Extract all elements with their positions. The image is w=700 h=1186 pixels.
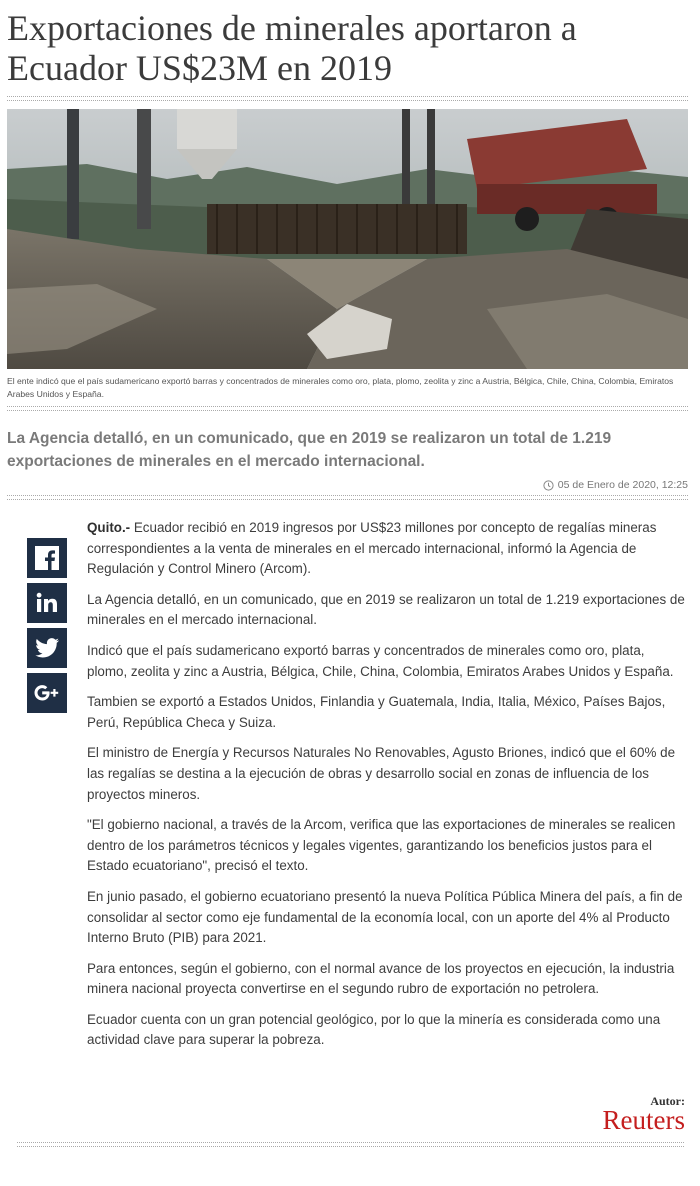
image-caption: El ente indicó que el país sudamericano exportó barras y concentrados de minerales como oro, plata, plomo, zeolita y zinc a Austria, Bélgica, Chile, China, Colombia, Emiratos Arabes Unidos y España. (7, 376, 674, 399)
article-paragraph (87, 518, 685, 580)
article-paragraph: El ministro de Energía y Recursos Naturales No Renovables, Agusto Briones, indicó que el 60% de las regalías se destina a la ejecución de obras y desarrollo social en zonas de influencia de los proyectos mineros. (87, 745, 676, 802)
linkedin-icon (35, 591, 59, 615)
article-body (87, 518, 685, 1061)
google-plus-share-button[interactable] (27, 673, 67, 713)
author-label: Autor: (650, 1094, 685, 1108)
footer-divider (17, 1142, 684, 1147)
facebook-share-button[interactable] (27, 538, 67, 578)
article-image (7, 109, 688, 369)
article-paragraph: Para entonces, según el gobierno, con el normal avance de los proyectos en ejecución, la industria minera nacional proyecta convertirse en el segundo rubro de exportación no petrolera. (87, 960, 675, 997)
publish-date-text: 05 de Enero de 2020, 12:25 (557, 479, 688, 491)
paragraph-text: Ecuador recibió en 2019 ingresos por US$23 millones por concepto de regalías mineras correspondientes a la venta de minerales en el mercado internacional, informó la Agencia de Regulación y Control Minero (Arcom). (87, 520, 657, 577)
title-divider (7, 96, 688, 101)
article-paragraph: Ecuador cuenta con un gran potencial geológico, por lo que la minería es considerada como una actividad clave para superar la pobreza. (87, 1011, 661, 1048)
lead-divider (7, 495, 688, 500)
google-plus-icon (34, 684, 60, 702)
article-lead: La Agencia detalló, en un comunicado, que en 2019 se realizaron un total de 1.219 exportaciones de minerales en el mercado internacional. (7, 430, 612, 470)
twitter-share-button[interactable] (27, 628, 67, 668)
article-paragraph: "El gobierno nacional, a través de la Arcom, verifica que las exportaciones de minerales se realicen dentro de los parámetros técnicos y legales vigentes, garantizando los beneficios justos para el Estado ecuatoriano", precisó el texto. (87, 817, 676, 874)
twitter-icon (35, 637, 59, 659)
article-paragraph: Tambien se exportó a Estados Unidos, Finlandia y Guatemala, India, Italia, México, Países Bajos, Perú, República Checa y Suiza. (87, 694, 666, 730)
dateline: Quito.- (87, 520, 131, 535)
share-bar (27, 538, 67, 718)
article-paragraph: Indicó que el país sudamericano exportó barras y concentrados de minerales como oro, plata, plomo, zeolita y zinc a Austria, Bélgica, Chile, China, Colombia, Emiratos Arabes Unidos y España. (87, 642, 674, 679)
publish-date (543, 479, 688, 491)
caption-divider (7, 406, 688, 411)
article-paragraph: La Agencia detalló, en un comunicado, que en 2019 se realizaron un total de 1.219 exportaciones de minerales en el mercado internacional. (87, 591, 685, 628)
clock-icon (543, 480, 554, 491)
article-title: Exportaciones de minerales aportaron a Ecuador US$23M en 2019 (7, 8, 577, 88)
author-name[interactable]: Reuters (602, 1105, 685, 1135)
article-paragraph: En junio pasado, el gobierno ecuatoriano presentó la nueva Política Pública Minera del país, a fin de consolidar al sector como eje fundamental de la economía local, con un aporte del 4% al Producto Interno Bruto (PIB) para 2021. (87, 888, 683, 946)
facebook-icon (34, 545, 60, 571)
linkedin-share-button[interactable] (27, 583, 67, 623)
